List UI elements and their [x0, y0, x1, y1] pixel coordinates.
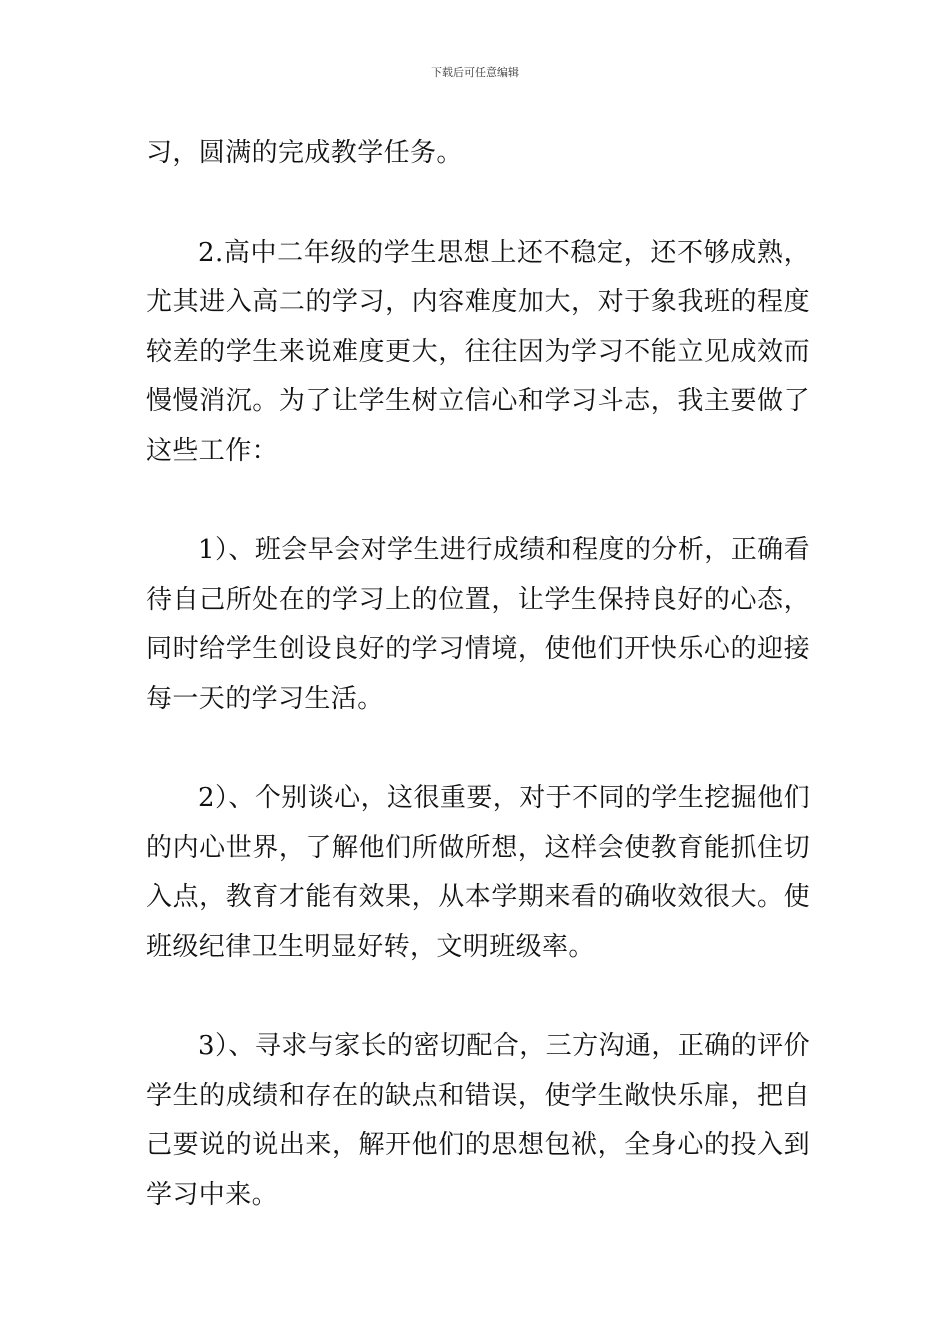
paragraph-gap [146, 179, 810, 229]
paragraph-continuation: 习，圆满的完成教学任务。 [146, 138, 463, 168]
paragraph-subitem-3: 3）、寻求与家长的密切配合，三方沟通，正确的评价学生的成绩和存在的缺点和错误，使学生敞快乐扉，把自己要说的说出来，解开他们的思想包袱，全身心的投入到学习中来。 [146, 1031, 810, 1210]
paragraph-gap [146, 476, 810, 526]
page-header: 下载后可任意编辑 [431, 66, 519, 79]
document-body [146, 129, 810, 1220]
paragraph-gap [146, 724, 810, 774]
paragraph-subitem-2: 2）、个别谈心，这很重要，对于不同的学生挖掘他们的内心世界，了解他们所做所想，这样会使教育能抓住切入点，教育才能有效果，从本学期来看的确收效很大。使班级纪律卫生明显好转，文明班级率。 [146, 783, 810, 962]
paragraph-gap [146, 972, 810, 1022]
paragraph-item-2: 2.高中二年级的学生思想上还不稳定，还不够成熟，尤其进入高二的学习，内容难度加大，对于象我班的程度较差的学生来说难度更大，往往因为学习不能立见成效而慢慢消沉。为了让学生树立信心和学习斗志，我主要做了这些工作： [146, 237, 810, 466]
paragraph-subitem-1: 1）、班会早会对学生进行成绩和程度的分析，正确看待自己所处在的学习上的位置，让学生保持良好的心态，同时给学生创设良好的学习情境，使他们开快乐心的迎接每一天的学习生活。 [146, 535, 810, 714]
